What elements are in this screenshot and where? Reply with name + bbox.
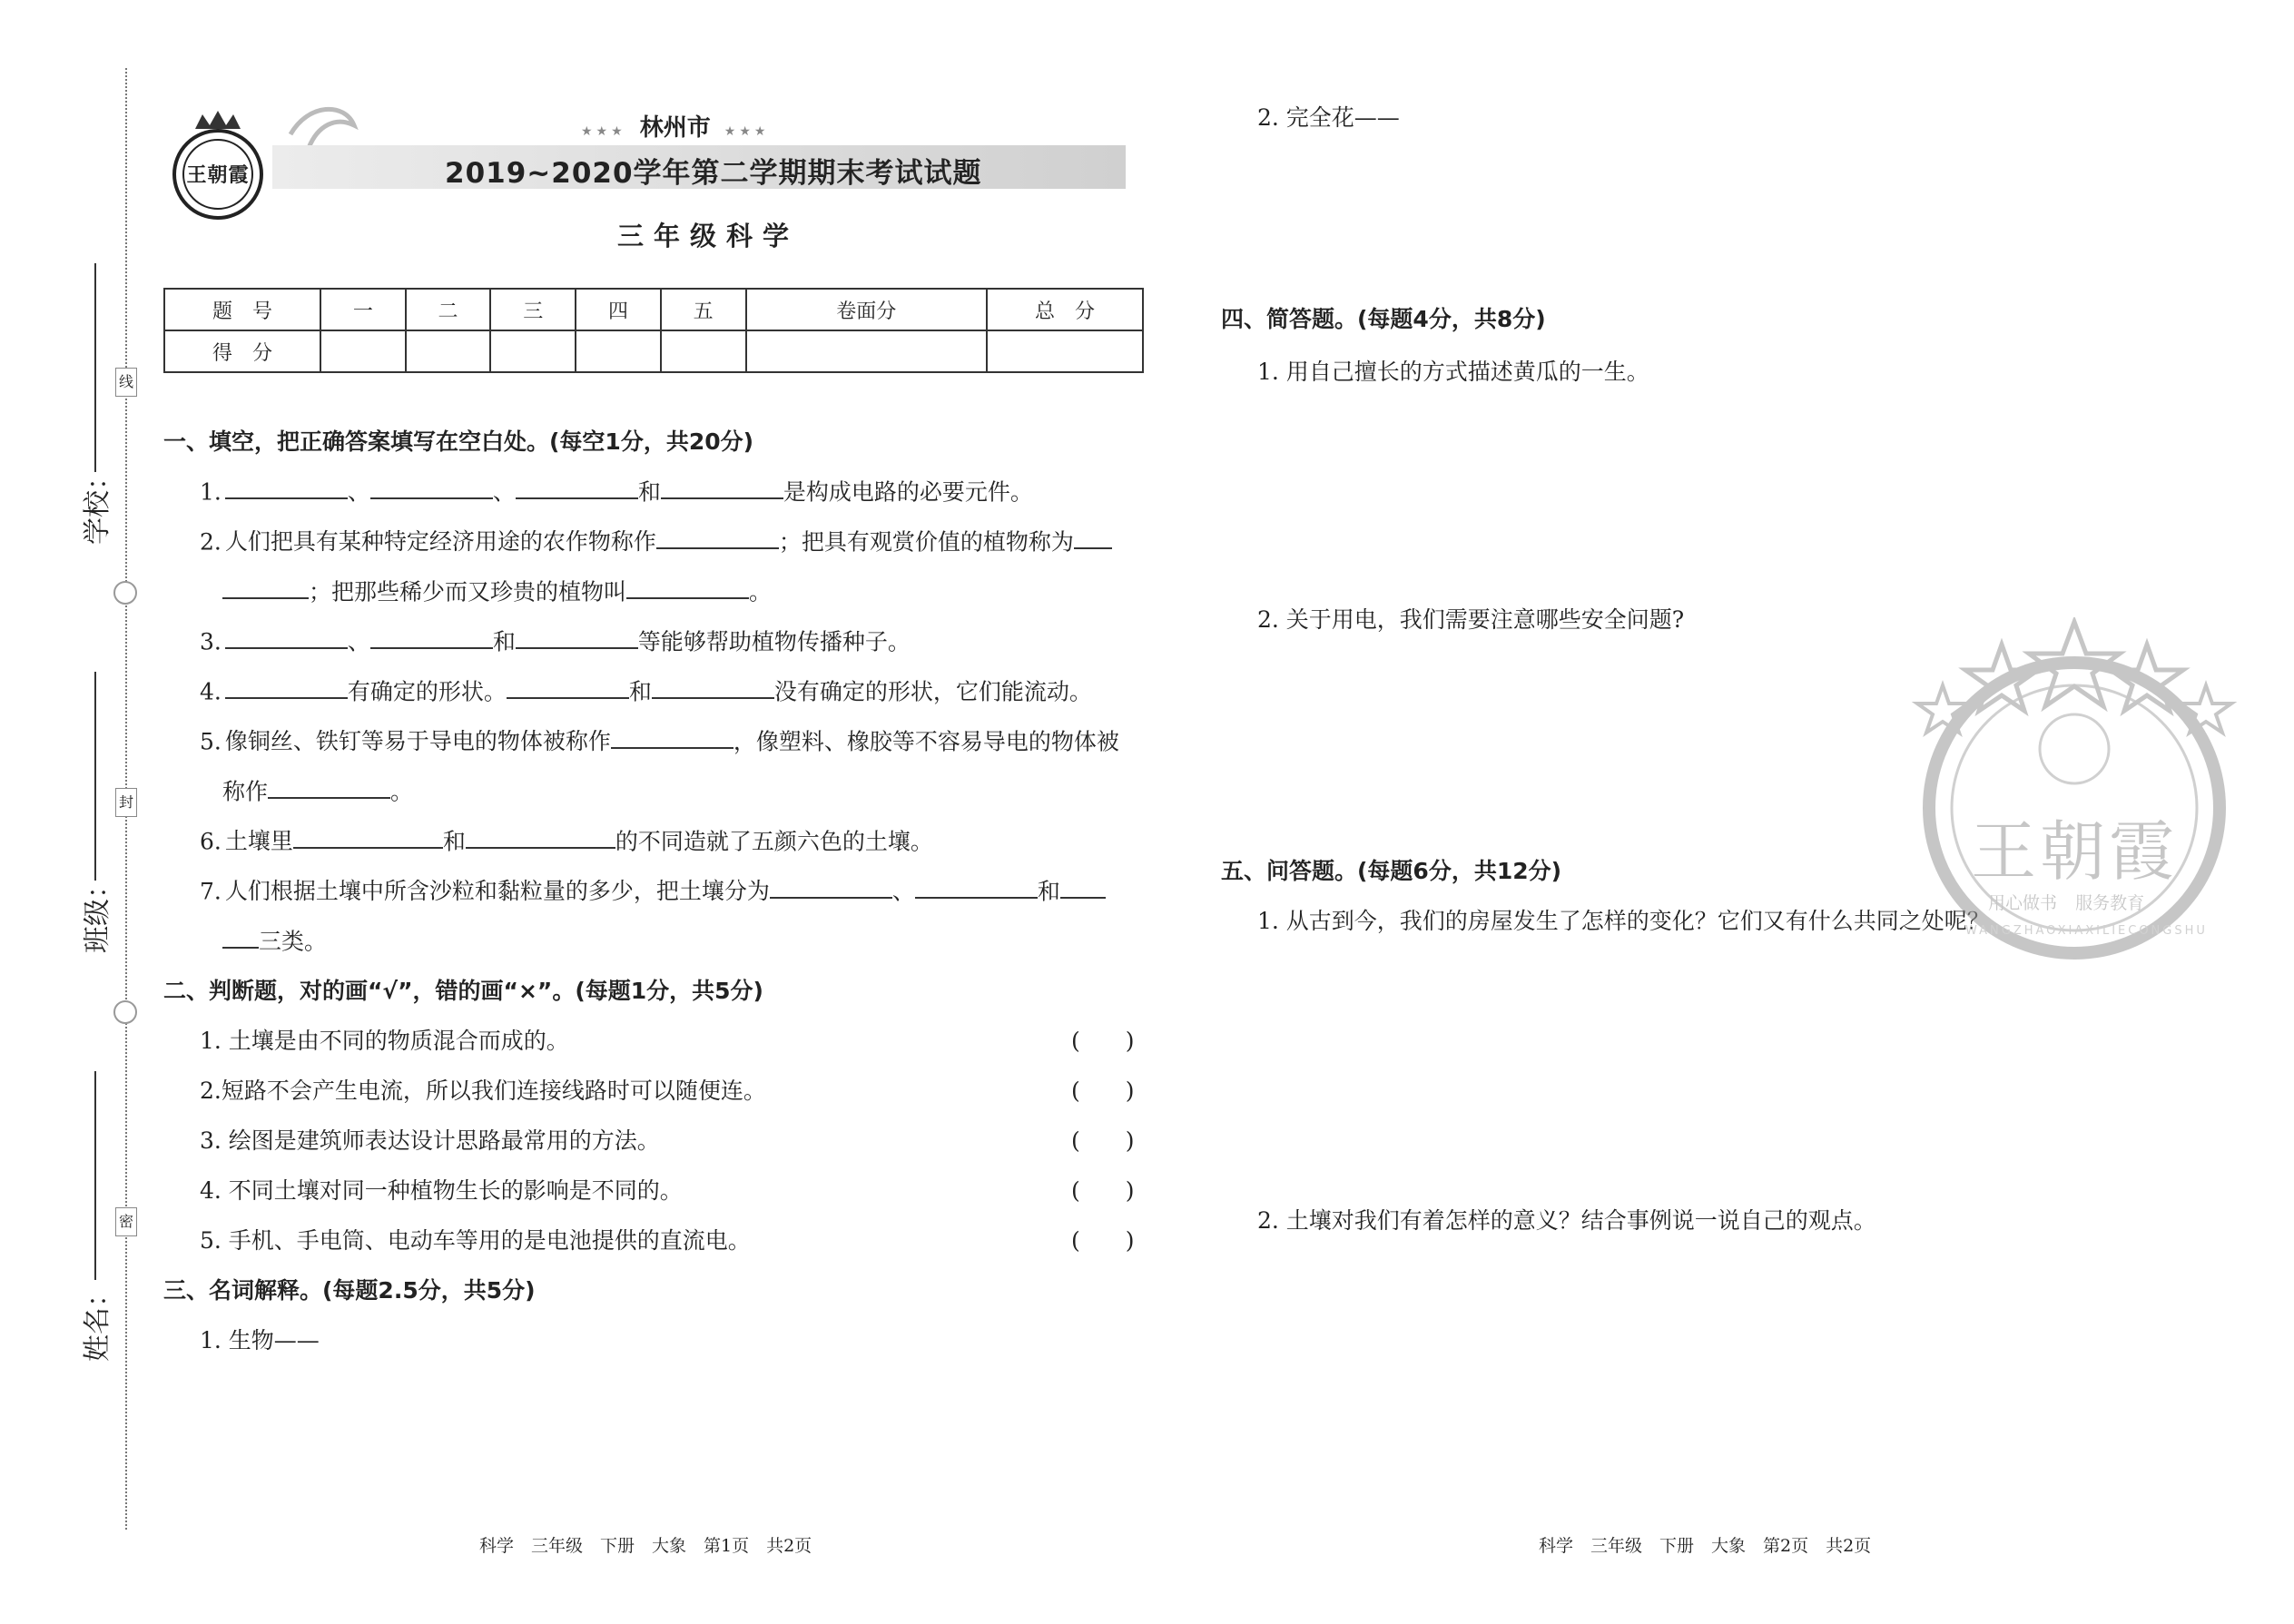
s2-item-2: 2.短路不会产生电流，所以我们连接线路时可以随便连。 xyxy=(200,1078,766,1104)
blank[interactable] xyxy=(626,574,749,599)
stars-left: ★★★ xyxy=(581,124,626,139)
blank[interactable] xyxy=(222,923,259,949)
score-input-5[interactable] xyxy=(661,330,746,372)
score-input-1[interactable] xyxy=(320,330,406,372)
blank[interactable] xyxy=(1074,524,1112,549)
mark-seal-box: 封 xyxy=(115,788,137,817)
footer-right: 科学 三年级 下册 大象 第2页 共2页 xyxy=(1539,1536,1872,1556)
answer-paren[interactable]: ( ) xyxy=(1071,1177,1135,1204)
watermark-brand: 王朝霞 xyxy=(1970,813,2178,890)
class-label: 班级： xyxy=(82,871,113,953)
s2-item-5: 5. 手机、手电筒、电动车等用的是电池提供的直流电。 xyxy=(200,1227,751,1254)
blank[interactable] xyxy=(225,474,348,499)
school-line xyxy=(94,263,96,472)
score-row-label: 得 分 xyxy=(164,330,320,372)
s1-q5-line1: 5. 像铜丝、铁钉等易于导电的物体被称作 ，像塑料、橡胶等不容易导电的物体被 xyxy=(200,723,1119,756)
s4-q1: 1. 用自己擅长的方式描述黄瓜的一生。 xyxy=(1257,359,1649,385)
mark-line-box: 线 xyxy=(115,368,137,397)
blank[interactable] xyxy=(1060,873,1106,899)
binding-hole-icon xyxy=(113,581,137,605)
blank[interactable] xyxy=(770,873,892,899)
score-cell: 一 xyxy=(320,289,406,330)
s1-q7-line2: 三类。 xyxy=(222,923,327,956)
city-line xyxy=(581,109,769,143)
class-line xyxy=(94,672,96,881)
score-cell: 三 xyxy=(490,289,576,330)
s1-q4: 4. 有确定的形状。 和 没有确定的形状，它们能流动。 xyxy=(200,674,1092,706)
s1-q1: 1. 、 、 和 是构成电路的必要元件。 xyxy=(200,474,1033,507)
blank[interactable] xyxy=(225,674,348,699)
score-cell: 总 分 xyxy=(987,289,1143,330)
s2-item-1: 1. 土壤是由不同的物质混合而成的。 xyxy=(200,1028,569,1054)
s2-item-3: 3. 绘图是建筑师表达设计思路最常用的方法。 xyxy=(200,1127,660,1154)
s1-q3: 3. 、 和 等能够帮助植物传播种子。 xyxy=(200,624,911,656)
blank[interactable] xyxy=(915,873,1038,899)
score-cell: 四 xyxy=(576,289,661,330)
watermark-seal xyxy=(1902,617,2247,962)
exam-title: 2019~2020学年第二学期期末考试试题 xyxy=(445,157,982,190)
s2-item-4: 4. 不同土壤对同一种植物生长的影响是不同的。 xyxy=(200,1177,683,1204)
logo-text: 王朝霞 xyxy=(186,163,250,187)
blank[interactable] xyxy=(652,674,774,699)
score-cell: 卷面分 xyxy=(746,289,987,330)
binding-hole-icon xyxy=(113,1000,137,1024)
blank[interactable] xyxy=(370,474,493,499)
section4-title: 四、简答题。(每题4分，共8分) xyxy=(1221,306,1546,332)
score-cell: 五 xyxy=(661,289,746,330)
s1-q2-line1: 2. 人们把具有某种特定经济用途的农作物称作 ；把具有观赏价值的植物称为 xyxy=(200,524,1112,556)
score-input-4[interactable] xyxy=(576,330,661,372)
section2-title: 二、判断题，对的画“√”，错的画“×”。(每题1分，共5分) xyxy=(163,978,763,1004)
subject-title: 三年级科学 xyxy=(617,221,800,251)
blank[interactable] xyxy=(661,474,783,499)
blank[interactable] xyxy=(225,624,348,649)
score-header-row xyxy=(164,289,1143,330)
s1-q7-line1: 7. 人们根据土壤中所含沙粒和黏粒量的多少，把土壤分为 、 和 xyxy=(200,873,1106,906)
answer-paren[interactable]: ( ) xyxy=(1071,1028,1135,1054)
score-input-total[interactable] xyxy=(987,330,1143,372)
blank[interactable] xyxy=(516,624,638,649)
s5-q1: 1. 从古到今，我们的房屋发生了怎样的变化？它们又有什么共同之处呢？ xyxy=(1257,908,1990,934)
binding-strip xyxy=(0,0,136,1624)
s3-q2: 2. 完全花—— xyxy=(1257,104,1400,131)
s1-q5-line2: 称作 。 xyxy=(222,773,413,806)
score-input-3[interactable] xyxy=(490,330,576,372)
blank[interactable] xyxy=(370,624,493,649)
name-line xyxy=(94,1071,96,1280)
school-label: 学校： xyxy=(82,463,113,545)
blank[interactable] xyxy=(656,524,779,549)
s1-q6: 6. 土壤里 和 的不同造就了五颜六色的土壤。 xyxy=(200,823,933,856)
answer-paren[interactable]: ( ) xyxy=(1071,1127,1135,1154)
answer-paren[interactable]: ( ) xyxy=(1071,1078,1135,1104)
blank[interactable] xyxy=(293,823,443,849)
blank[interactable] xyxy=(466,823,615,849)
footer-left: 科学 三年级 下册 大象 第1页 共2页 xyxy=(479,1536,812,1556)
score-input-2[interactable] xyxy=(406,330,491,372)
blank[interactable] xyxy=(268,773,390,799)
section5-title: 五、问答题。(每题6分，共12分) xyxy=(1221,858,1562,884)
stars-right: ★★★ xyxy=(724,124,770,139)
blank[interactable] xyxy=(516,474,638,499)
s1-q2-line2: ；把那些稀少而又珍贵的植物叫 。 xyxy=(222,574,772,606)
section3-title: 三、名词解释。(每题2.5分，共5分) xyxy=(163,1277,536,1304)
score-table xyxy=(163,288,1144,373)
s4-q2: 2. 关于用电，我们需要注意哪些安全问题? xyxy=(1257,606,1685,633)
blank[interactable] xyxy=(611,723,733,749)
section1-title: 一、填空，把正确答案填写在空白处。(每空1分，共20分) xyxy=(163,428,754,455)
blank[interactable] xyxy=(507,674,629,699)
s3-q1: 1. 生物—— xyxy=(200,1327,320,1353)
answer-paren[interactable]: ( ) xyxy=(1071,1227,1135,1254)
score-cell: 二 xyxy=(406,289,491,330)
blank[interactable] xyxy=(222,574,309,599)
logo-badge xyxy=(168,109,268,227)
watermark-ring-text: WANGZHAOXIAXILIECONGSHU xyxy=(1965,924,2208,938)
mark-close-box: 密 xyxy=(115,1207,137,1236)
name-label: 姓名： xyxy=(82,1280,113,1362)
score-value-row xyxy=(164,330,1143,372)
score-cell-label: 题 号 xyxy=(164,289,320,330)
watermark-slogan: 用心做书 服务教育 xyxy=(1988,893,2145,913)
city-name: 林州市 xyxy=(639,114,711,142)
s5-q2: 2. 土壤对我们有着怎样的意义？结合事例说一说自己的观点。 xyxy=(1257,1207,1876,1234)
score-input-neat[interactable] xyxy=(746,330,987,372)
